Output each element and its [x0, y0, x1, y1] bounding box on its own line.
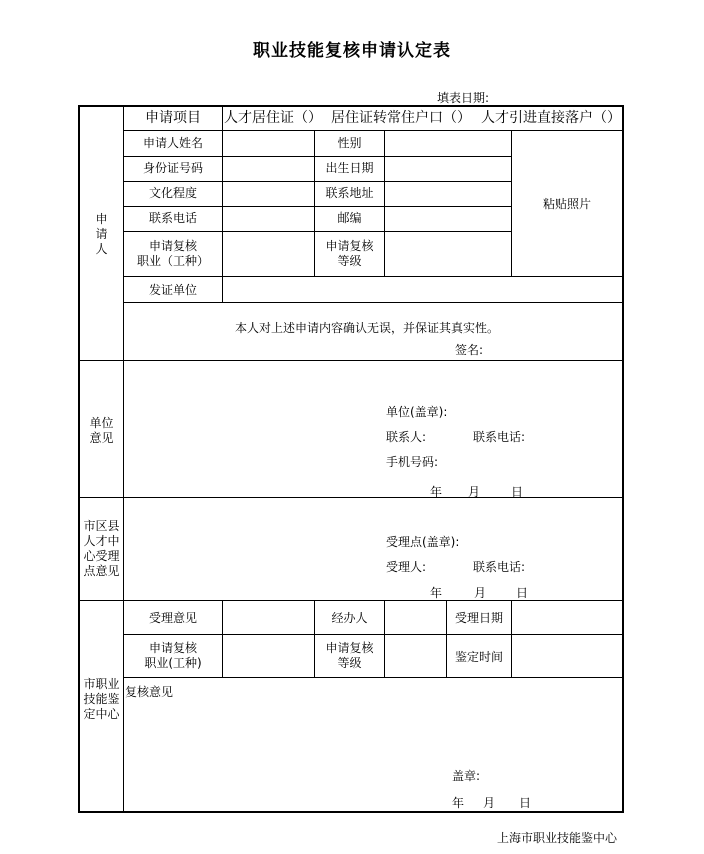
education-field[interactable] — [224, 183, 313, 205]
center-day-label: 日 — [519, 796, 532, 810]
district-year-label: 年 — [430, 586, 443, 600]
phone-label: 联系电话 — [148, 211, 197, 225]
address-label: 联系地址 — [325, 186, 374, 200]
postcode-field[interactable] — [386, 208, 510, 230]
district-day-label: 日 — [516, 586, 529, 600]
level-label: 申请复核 等级 — [325, 239, 374, 268]
unit-contact-phone-label: 联系电话: — [473, 430, 526, 444]
name-label: 申请人姓名 — [142, 136, 203, 150]
address-field[interactable] — [386, 183, 510, 205]
application-item-label: 申请项目 — [145, 110, 201, 126]
id-number-label: 身份证号码 — [142, 161, 203, 175]
appraisal-time-label: 鉴定时间 — [454, 650, 503, 664]
operator-label: 经办人 — [331, 611, 368, 625]
option-permit-to-hukou[interactable]: 居住证转常住户口（） — [331, 110, 471, 126]
center-side-label: 市职业 技能鉴 定中心 — [83, 677, 120, 721]
occupation-field[interactable] — [224, 233, 313, 275]
applicant-side-label: 申 请 人 — [95, 212, 108, 256]
signature-label: 签名: — [455, 343, 484, 357]
education-label: 文化程度 — [148, 186, 197, 200]
unit-year-label: 年 — [430, 485, 443, 499]
phone-field[interactable] — [224, 208, 313, 230]
option-talent-direct-hukou[interactable]: 人才引进直接落户（） — [481, 110, 621, 126]
center-level-label: 申请复核 等级 — [325, 641, 374, 670]
district-side-label: 市区县 人才中 心受理 点意见 — [83, 519, 120, 578]
unit-seal-label: 单位(盖章): — [386, 405, 448, 419]
postcode-label: 邮编 — [337, 211, 362, 225]
accept-opinion-label: 受理意见 — [148, 611, 197, 625]
form-title: 职业技能复核申请认定表 — [253, 41, 451, 61]
fill-date-label: 填表日期: — [437, 91, 490, 105]
level-field[interactable] — [386, 233, 510, 275]
center-seal-label: 盖章: — [452, 769, 481, 783]
appraisal-time-field[interactable] — [513, 636, 621, 676]
declaration-text: 本人对上述申请内容确认无误，并保证其真实性。 — [235, 321, 500, 335]
accept-date-field[interactable] — [513, 602, 621, 633]
issuer-label: 发证单位 — [148, 283, 197, 297]
accept-date-label: 受理日期 — [454, 611, 503, 625]
option-talent-residence-permit[interactable]: 人才居住证（） — [224, 110, 322, 126]
unit-day-label: 日 — [511, 485, 524, 499]
center-year-label: 年 — [452, 796, 465, 810]
unit-mobile-label: 手机号码: — [386, 455, 439, 469]
review-opinion-label: 复核意见 — [125, 685, 174, 699]
center-occupation-label: 申请复核 职业(工种) — [144, 641, 202, 670]
unit-contact-label: 联系人: — [386, 430, 427, 444]
district-contact-phone-label: 联系电话: — [473, 560, 526, 574]
district-seal-label: 受理点(盖章): — [386, 535, 460, 549]
id-number-field[interactable] — [224, 158, 313, 180]
center-month-label: 月 — [483, 796, 496, 810]
gender-label: 性别 — [337, 136, 362, 150]
name-field[interactable] — [224, 132, 313, 155]
review-opinion-field[interactable] — [125, 702, 621, 762]
district-handler-label: 受理人: — [386, 560, 427, 574]
occupation-label: 申请复核 职业（工种） — [136, 239, 209, 268]
photo-placeholder[interactable]: 粘贴照片 — [542, 197, 591, 211]
operator-field[interactable] — [386, 602, 445, 633]
center-level-field[interactable] — [386, 636, 445, 676]
unit-side-label: 单位 意见 — [89, 416, 114, 445]
unit-month-label: 月 — [468, 485, 481, 499]
birth-date-label: 出生日期 — [325, 161, 374, 175]
center-occupation-field[interactable] — [224, 636, 313, 676]
district-month-label: 月 — [474, 586, 487, 600]
footer-organization: 上海市职业技能鉴中心 — [497, 831, 618, 845]
accept-opinion-field[interactable] — [224, 602, 313, 633]
issuer-field[interactable] — [224, 278, 621, 301]
birth-date-field[interactable] — [386, 158, 510, 180]
gender-field[interactable] — [386, 132, 510, 155]
